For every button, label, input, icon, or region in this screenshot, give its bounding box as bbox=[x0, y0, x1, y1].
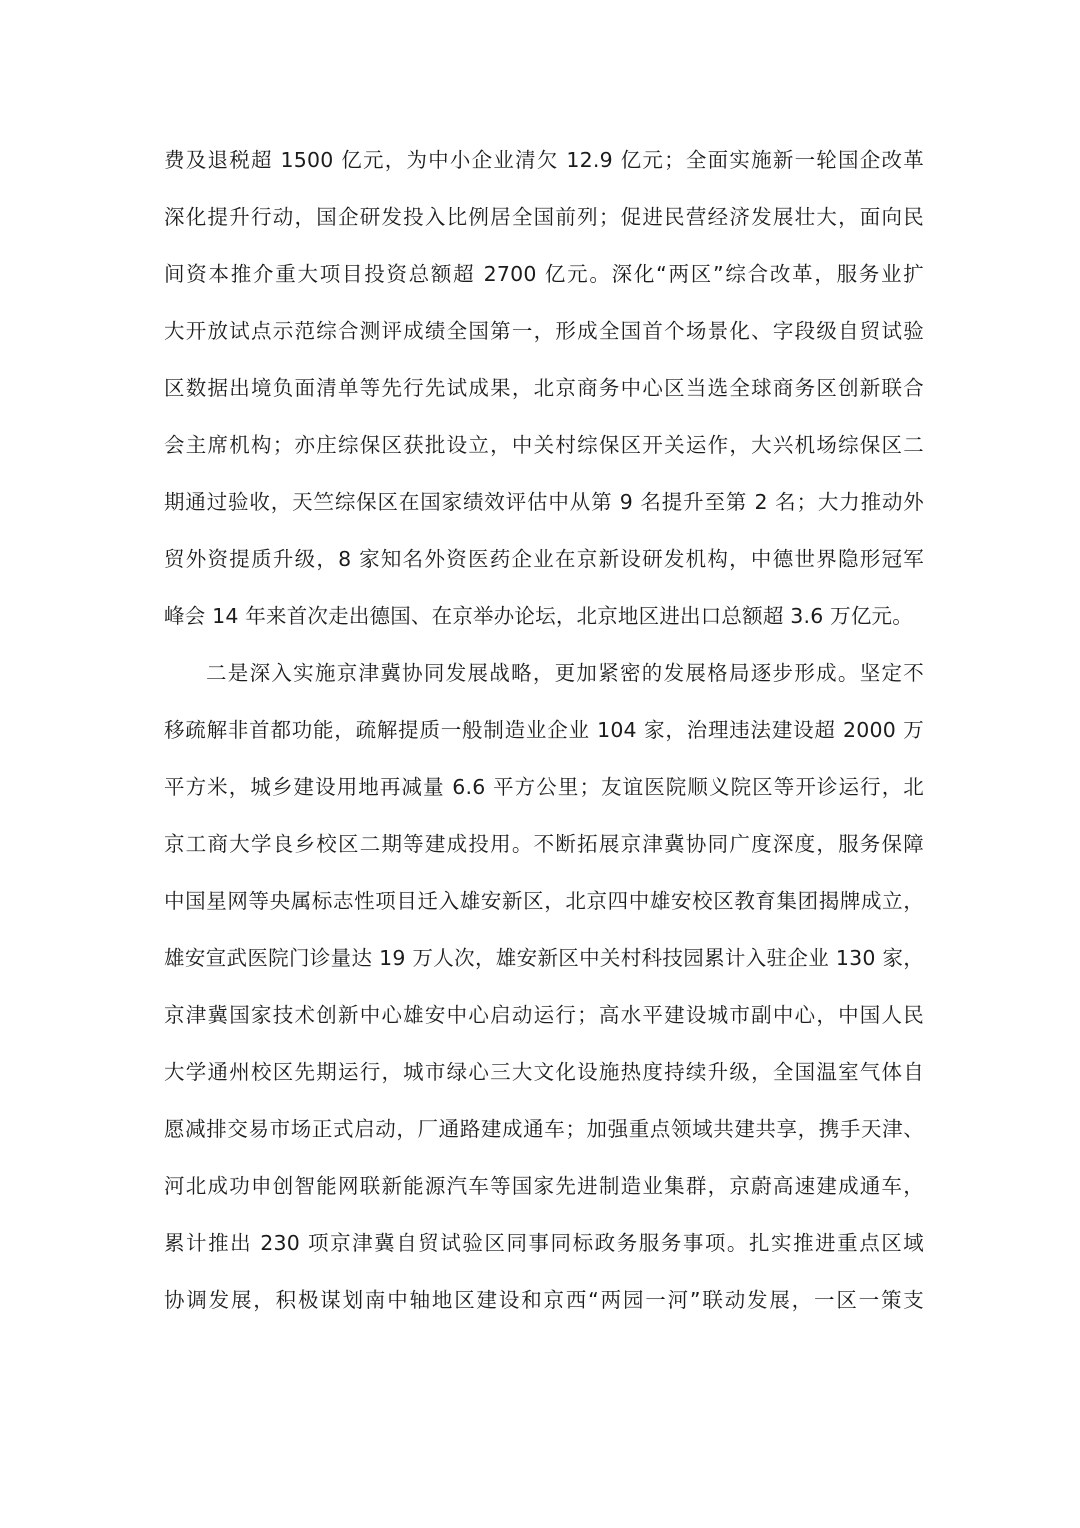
paragraph-2-line-6: 雄安宣武医院门诊量达 19 万人次，雄安新区中关村科技园累计入驻企业 130 家， bbox=[164, 946, 924, 970]
paragraph-2-line-3: 平方米，城乡建设用地再减量 6.6 平方公里；友谊医院顺义院区等开诊运行，北 bbox=[164, 775, 924, 799]
paragraph-1-line-7: 期通过验收，天竺综保区在国家绩效评估中从第 9 名提升至第 2 名；大力推动外 bbox=[164, 490, 924, 514]
paragraph-2-line-7: 京津冀国家技术创新中心雄安中心启动运行；高水平建设城市副中心，中国人民 bbox=[164, 1003, 924, 1027]
paragraph-1-line-4: 大开放试点示范综合测评成绩全国第一，形成全国首个场景化、字段级自贸试验 bbox=[164, 319, 924, 343]
paragraph-2-line-11: 累计推出 230 项京津冀自贸试验区同事同标政务服务事项。扎实推进重点区域 bbox=[164, 1231, 924, 1255]
paragraph-1-line-9: 峰会 14 年来首次走出德国、在京举办论坛，北京地区进出口总额超 3.6 万亿元。 bbox=[164, 604, 913, 628]
paragraph-2-line-12: 协调发展，积极谋划南中轴地区建设和京西“两园一河”联动发展，一区一策支 bbox=[164, 1288, 924, 1312]
paragraph-1-line-2: 深化提升行动，国企研发投入比例居全国前列；促进民营经济发展壮大，面向民 bbox=[164, 205, 924, 229]
paragraph-2-line-8: 大学通州校区先期运行，城市绿心三大文化设施热度持续升级，全国温室气体自 bbox=[164, 1060, 924, 1084]
paragraph-2-line-1: 二是深入实施京津冀协同发展战略，更加紧密的发展格局逐步形成。坚定不 bbox=[206, 661, 924, 685]
paragraph-2-line-10: 河北成功申创智能网联新能源汽车等国家先进制造业集群，京蔚高速建成通车， bbox=[164, 1174, 924, 1198]
paragraph-1-line-1: 费及退税超 1500 亿元，为中小企业清欠 12.9 亿元；全面实施新一轮国企改革 bbox=[164, 148, 924, 172]
paragraph-1-line-6: 会主席机构；亦庄综保区获批设立，中关村综保区开关运作，大兴机场综保区二 bbox=[164, 433, 924, 457]
paragraph-2-line-2: 移疏解非首都功能，疏解提质一般制造业企业 104 家，治理违法建设超 2000 万 bbox=[164, 718, 924, 742]
paragraph-2-line-5: 中国星网等央属标志性项目迁入雄安新区，北京四中雄安校区教育集团揭牌成立， bbox=[164, 889, 924, 913]
paragraph-1-line-5: 区数据出境负面清单等先行先试成果，北京商务中心区当选全球商务区创新联合 bbox=[164, 376, 924, 400]
paragraph-1-line-8: 贸外资提质升级，8 家知名外资医药企业在京新设研发机构，中德世界隐形冠军 bbox=[164, 547, 924, 571]
paragraph-2-line-9: 愿减排交易市场正式启动，厂通路建成通车；加强重点领域共建共享，携手天津、 bbox=[164, 1117, 924, 1141]
paragraph-1-line-3: 间资本推介重大项目投资总额超 2700 亿元。深化“两区”综合改革，服务业扩 bbox=[164, 262, 924, 286]
paragraph-2-line-4: 京工商大学良乡校区二期等建成投用。不断拓展京津冀协同广度深度，服务保障 bbox=[164, 832, 924, 856]
